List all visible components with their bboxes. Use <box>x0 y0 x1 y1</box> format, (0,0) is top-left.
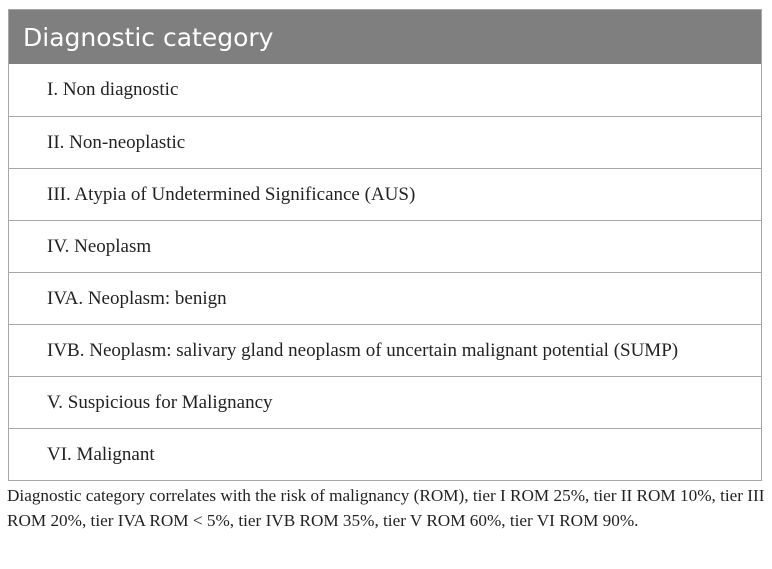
table-row: IVB. Neoplasm: salivary gland neoplasm of uncertain malignant potential (SUMP) <box>9 324 761 376</box>
table-row: V. Suspicious for Malignancy <box>9 376 761 428</box>
table-row: II. Non-neoplastic <box>9 116 761 168</box>
table-row: IV. Neoplasm <box>9 220 761 272</box>
table-row: VI. Malignant <box>9 428 761 480</box>
table-header: Diagnostic category <box>9 10 761 64</box>
diagnostic-category-table <box>8 9 762 481</box>
table-row: III. Atypia of Undetermined Significance (AUS) <box>9 168 761 220</box>
table-row: IVA. Neoplasm: benign <box>9 272 761 324</box>
table-footnote: Diagnostic category correlates with the risk of malignancy (ROM), tier I ROM 25%, tier II ROM 10%, tier III ROM 20%, tier IVA ROM < 5%, tier IVB ROM 35%, tier V ROM 60%, tier VI ROM 90%. <box>7 486 765 530</box>
table-row: I. Non diagnostic <box>47 79 179 100</box>
table-body <box>9 64 761 480</box>
